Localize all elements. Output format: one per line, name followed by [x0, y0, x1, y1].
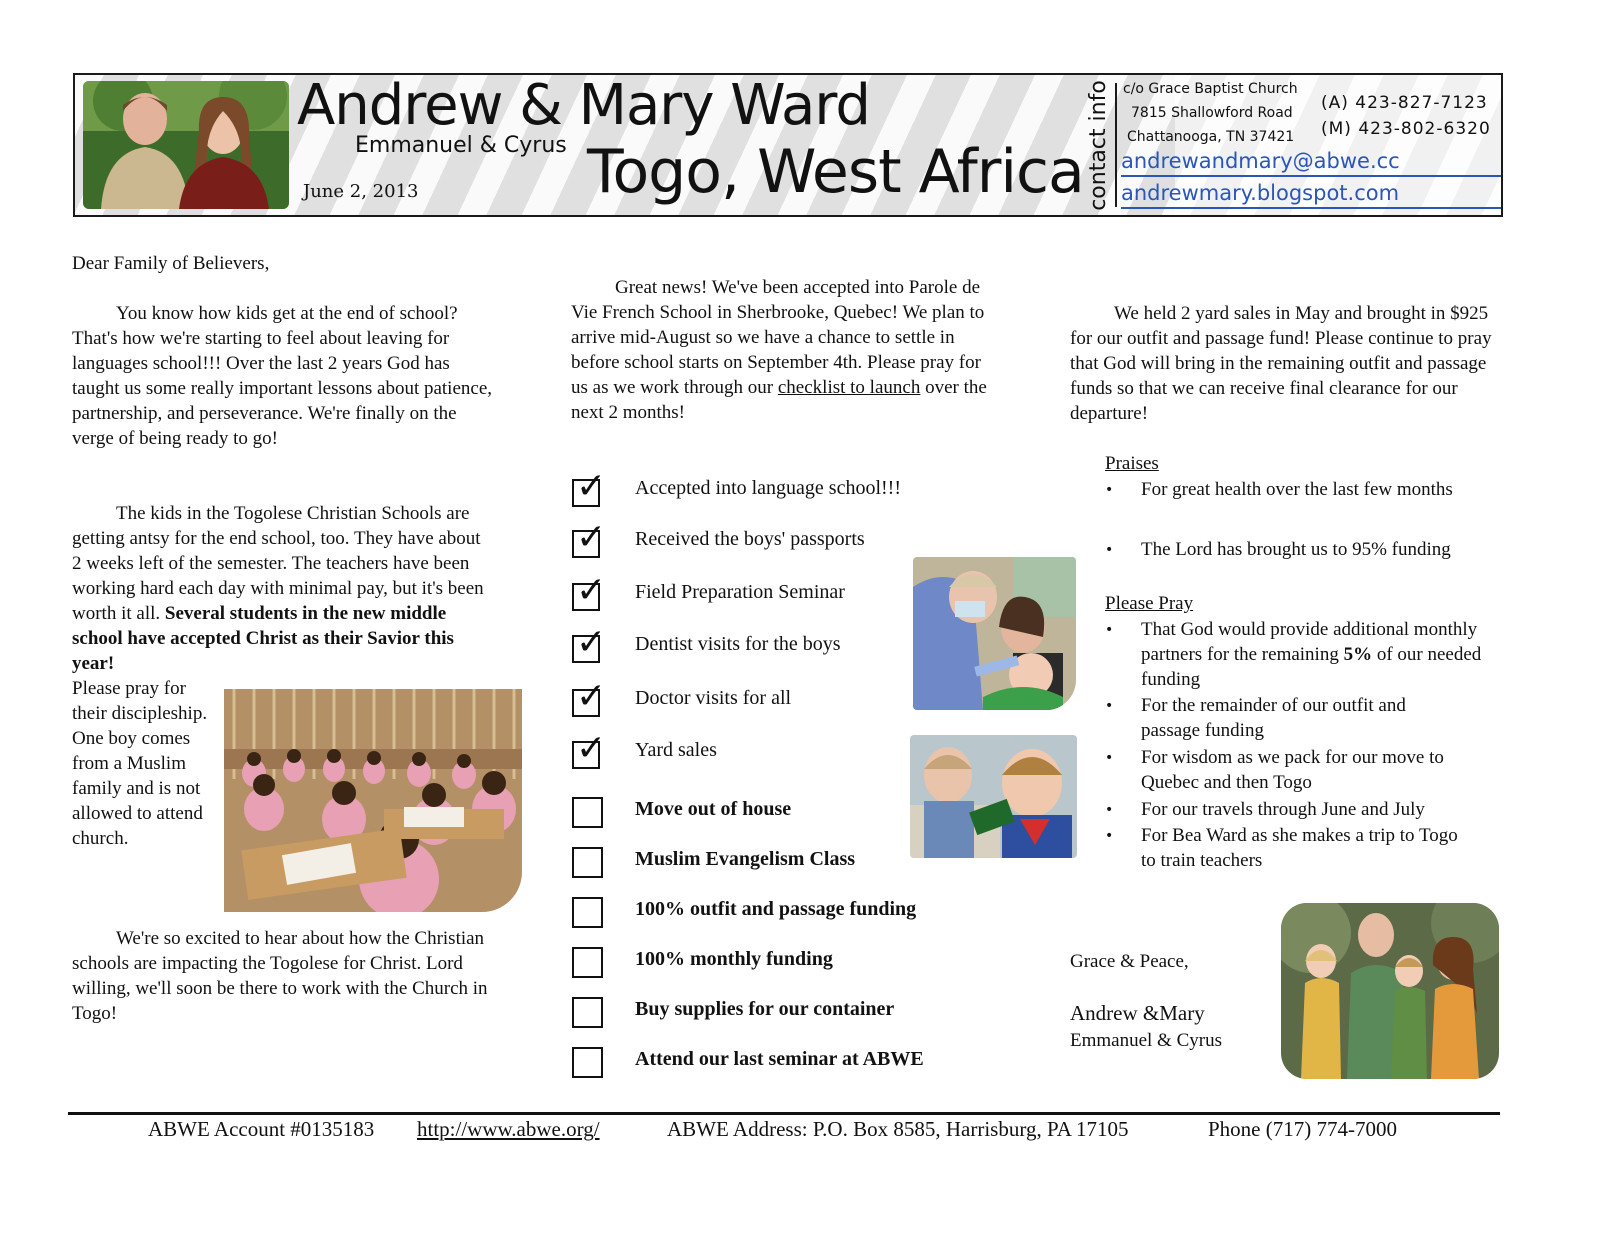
bullet-icon: •	[1105, 802, 1114, 818]
bullet-icon: •	[1105, 750, 1114, 766]
footer-phone: Phone (717) 774-7000	[1208, 1117, 1397, 1141]
col1-paragraph-3: We're so excited to hear about how the Christian schools are impacting the Togolese for Christ. Lord willing, we'll soon be there to work with the Church in Togo!	[72, 928, 488, 1024]
checkbox-unchecked[interactable]	[572, 797, 603, 828]
address-line-1: c/o Grace Baptist Church	[1123, 81, 1298, 97]
couple-photo	[83, 81, 289, 209]
checkbox-checked[interactable]	[572, 517, 607, 558]
footer-account: ABWE Account #0135183	[148, 1117, 375, 1141]
bullet-icon: •	[1105, 482, 1114, 498]
checkbox-unchecked[interactable]	[572, 1047, 603, 1078]
bullet-icon: •	[1105, 622, 1114, 638]
checklist-item: Yard sales	[635, 739, 717, 761]
address-line-2: 7815 Shallowford Road	[1131, 105, 1293, 121]
col1-paragraph-2-text: The kids in the Togolese Christian Schools are getting antsy for the end school, too. They have about 2 weeks left of the semester. The teachers have been working hard each day with minimal pay, but it's been worth it all.	[72, 503, 484, 624]
checklist-item: 100% outfit and passage funding	[635, 898, 917, 920]
greeting: Dear Family of Believers,	[72, 253, 270, 274]
checklist-item: Accepted into language school!!!	[635, 477, 902, 499]
classroom-photo	[224, 689, 522, 912]
checkbox-unchecked[interactable]	[572, 947, 603, 978]
prayer-item: For wisdom as we pack for our move to Quebec and then Togo	[1141, 747, 1444, 793]
prayer-item: For the remainder of our outfit and passage funding	[1141, 695, 1406, 741]
praise-item: The Lord has brought us to 95% funding	[1141, 539, 1451, 560]
prayer-item-text-end: of our needed funding	[1141, 644, 1482, 690]
family-photo	[1281, 903, 1499, 1079]
checklist-item: Field Preparation Seminar	[635, 581, 845, 603]
col2-intro-text: Great news! We've been accepted into Parole de Vie French School in Sherbrooke, Quebec! We plan to arrive mid-August so we have a chance to settle in before school starts on September 4th. Please pray for us as we work through our	[571, 277, 985, 398]
check-icon: ✓	[576, 728, 607, 769]
dentist-photo	[913, 557, 1076, 710]
signature-names: Andrew &Mary	[1070, 1001, 1205, 1025]
checkbox-unchecked[interactable]	[572, 997, 603, 1028]
check-icon: ✓	[576, 570, 607, 611]
address-line-3: Chattanooga, TN 37421	[1127, 129, 1295, 145]
checklist-item: Dentist visits for the boys	[635, 633, 841, 655]
header-kids: Emmanuel & Cyrus	[355, 133, 567, 158]
contact-info-label: contact info	[1085, 79, 1111, 211]
check-icon: ✓	[576, 622, 607, 663]
col2-intro	[571, 275, 996, 425]
checkbox-unchecked[interactable]	[572, 847, 603, 878]
phone-a: (A) 423-827-7123	[1321, 93, 1488, 113]
col1-paragraph-1: You know how kids get at the end of school? That's how we're starting to feel about leaving for languages school!!! Over the last 2 years God has taught us some really important lessons about patience, partnership, and perseverance. We're finally on the verge of being ready to go!	[72, 303, 493, 449]
header-banner	[73, 73, 1503, 217]
col3-paragraph-1: We held 2 yard sales in May and brought in $925 for our outfit and passage fund! Please continue to pray that God will bring in the remaining outfit and passage funds so that we can receive final clearance for our departure!	[1070, 303, 1492, 424]
footer-url-link[interactable]: http://www.abwe.org/	[417, 1117, 600, 1141]
checkbox-checked[interactable]	[572, 570, 607, 611]
check-icon: ✓	[576, 517, 607, 558]
blog-rule	[1121, 207, 1503, 209]
email-link[interactable]: andrewandmary@abwe.cc	[1121, 149, 1400, 173]
prayer-item: For Bea Ward as she makes a trip to Togo to train teachers	[1141, 825, 1458, 871]
checklist-item: Received the boys' passports	[635, 528, 865, 550]
closing: Grace & Peace,	[1070, 951, 1189, 972]
boys-photo	[910, 735, 1077, 858]
col1-paragraph-2-bold: Several students in the new middle school have accepted Christ as their Savior this year!	[72, 603, 454, 674]
praise-item: For great health over the last few months	[1141, 479, 1453, 500]
header-title: Andrew & Mary Ward	[297, 73, 870, 138]
pray-heading: Please Pray	[1105, 593, 1194, 614]
checklist-item: 100% monthly funding	[635, 948, 833, 970]
col1-paragraph-2-wrap: Please pray for their discipleship. One boy comes from a Muslim family and is not allowed to attend church.	[72, 678, 208, 849]
email-rule	[1121, 175, 1503, 177]
col2-intro-end: over the next 2 months!	[571, 377, 987, 423]
checklist-item: Buy supplies for our container	[635, 998, 895, 1020]
check-icon: ✓	[576, 676, 607, 717]
check-icon: ✓	[576, 466, 607, 507]
checklist-item: Move out of house	[635, 798, 792, 820]
checklist-item: Doctor visits for all	[635, 687, 792, 709]
phone-m: (M) 423-802-6320	[1321, 119, 1491, 139]
prayer-item-bold: 5%	[1343, 644, 1373, 665]
praises-heading: Praises	[1105, 453, 1159, 474]
checkbox-checked[interactable]	[572, 676, 607, 717]
contact-divider	[1115, 83, 1117, 207]
signature-kids: Emmanuel & Cyrus	[1070, 1030, 1222, 1051]
checkbox-unchecked[interactable]	[572, 897, 603, 928]
bullet-icon: •	[1105, 698, 1114, 714]
prayer-item	[1141, 617, 1491, 692]
prayer-item-text: That God would provide additional monthly partners for the remaining	[1141, 619, 1478, 665]
checkbox-checked[interactable]	[572, 728, 607, 769]
checklist-link[interactable]: checklist to launch	[777, 377, 921, 398]
header-place: Togo, West Africa	[587, 137, 1084, 207]
bullet-icon: •	[1105, 828, 1114, 844]
checklist-item: Muslim Evangelism Class	[635, 848, 856, 870]
checkbox-checked[interactable]	[572, 622, 607, 663]
bullet-icon: •	[1105, 542, 1114, 558]
footer-address: ABWE Address: P.O. Box 8585, Harrisburg, PA 17105	[667, 1117, 1129, 1141]
col1-paragraph-2	[72, 501, 492, 676]
header-date: June 2, 2013	[303, 181, 419, 202]
checkbox-checked[interactable]	[572, 466, 607, 507]
checklist-item: Attend our last seminar at ABWE	[635, 1048, 924, 1070]
blog-link[interactable]: andrewmary.blogspot.com	[1121, 181, 1400, 205]
prayer-item: For our travels through June and July	[1141, 799, 1425, 820]
